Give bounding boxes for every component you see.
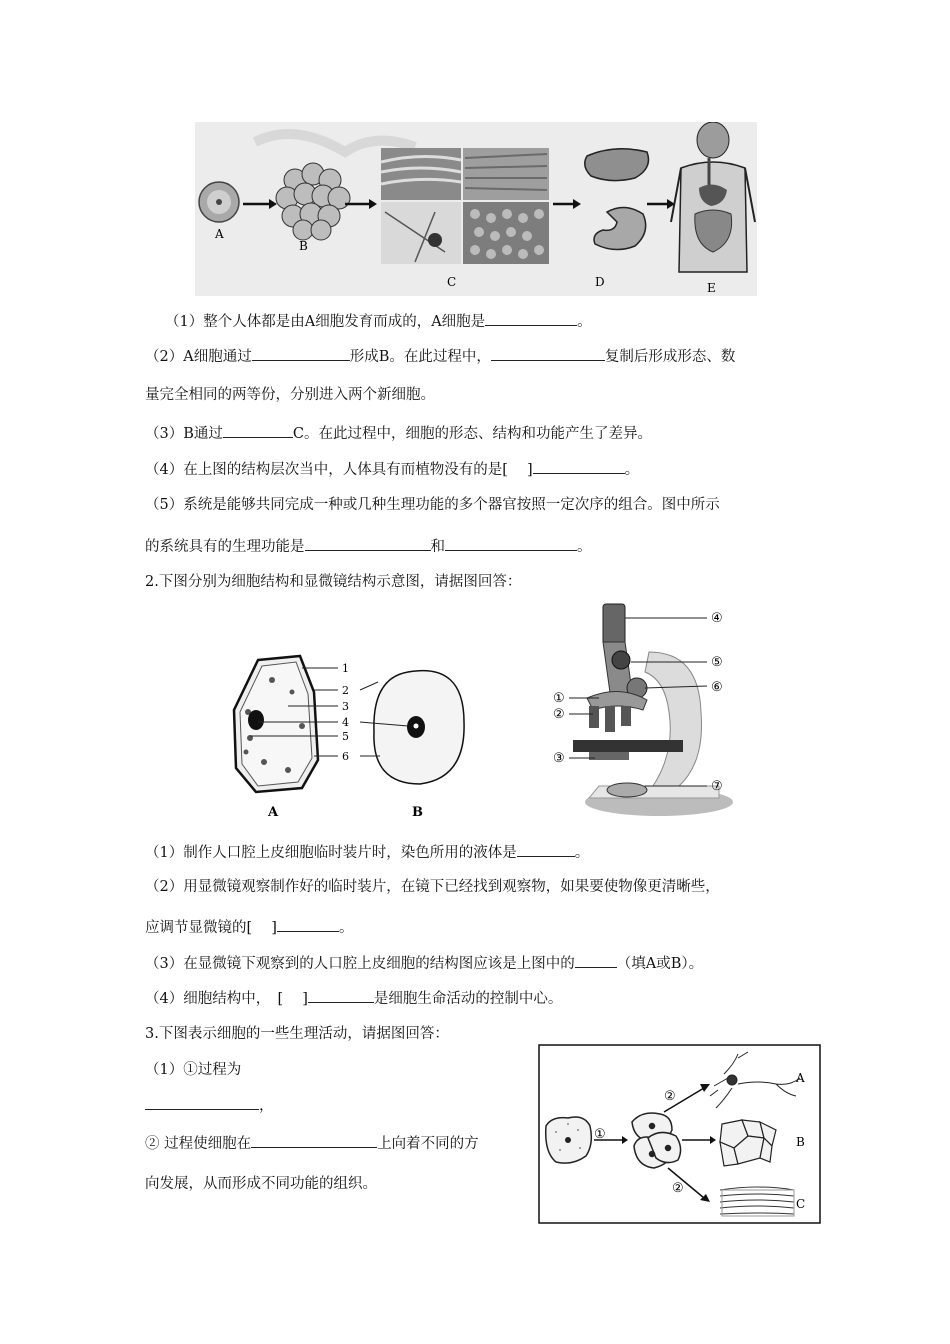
q1-item-5-text: 的系统具有的生理功能是 xyxy=(145,539,305,555)
tissue-label-c: C xyxy=(796,1197,806,1211)
q2-item-4 xyxy=(145,988,562,1009)
microscope-image xyxy=(573,604,733,816)
marker-4: ④ xyxy=(711,611,723,626)
figure-label-c: C xyxy=(447,275,457,289)
q1-item-3-text: （3）B通过 xyxy=(145,426,223,442)
q1-item-4 xyxy=(145,459,639,480)
figure-label-d: D xyxy=(595,275,605,289)
answer-blank[interactable] xyxy=(145,1095,259,1110)
structure-number-1: 1 xyxy=(342,662,349,675)
q3-item-2-continued: 向发展，从而形成不同功能的组织。 xyxy=(145,1176,377,1192)
tissues-image xyxy=(381,148,549,264)
q1-item-4-end: 。 xyxy=(624,462,640,478)
cell-label-b: B xyxy=(412,805,423,820)
microscope-figure xyxy=(549,602,737,820)
figure-label-b: B xyxy=(299,239,308,253)
q1-item-5: （5）系统是能够共同完成一种或几种生理功能的多个器官按照一定次序的组合。图中所示 xyxy=(145,497,720,513)
q1-item-4-text: （4）在上图的结构层次当中，人体具有而植物没有的是[ ] xyxy=(145,462,533,478)
answer-blank[interactable] xyxy=(445,536,577,551)
development-figure xyxy=(195,122,757,296)
structure-number-2: 2 xyxy=(342,684,349,697)
q1-item-1 xyxy=(165,311,592,332)
q1-item-3 xyxy=(145,423,652,444)
q1-item-1-text: （1）整个人体都是由A细胞发育而成的，A细胞是 xyxy=(165,314,486,330)
q1-item-2-text-b: 形成B。在此过程中， xyxy=(349,349,491,365)
q1-item-2-text-a: （2）A细胞通过 xyxy=(145,349,252,365)
fertilized-egg-image xyxy=(199,182,239,222)
answer-blank[interactable] xyxy=(277,917,339,932)
q1-item-2-text-c: 复制后形成形态、数 xyxy=(604,349,736,365)
q1-item-5-end: 。 xyxy=(577,539,592,555)
q3-item-1-end: ， xyxy=(259,1098,274,1114)
q2-item-2: （2）用显微镜观察制作好的临时装片，在镜下已经找到观察物，如果要使物像更清晰些， xyxy=(145,879,720,895)
q3-item-1: （1）①过程为 xyxy=(145,1062,242,1078)
structure-number-4: 4 xyxy=(342,716,349,729)
cell-activity-figure xyxy=(538,1044,822,1226)
q1-item-5-mid: 和 xyxy=(430,539,445,555)
answer-blank[interactable] xyxy=(308,988,374,1003)
answer-blank[interactable] xyxy=(533,459,625,474)
q2-item-1 xyxy=(145,842,589,863)
marker-5: ⑤ xyxy=(711,655,723,670)
q2-item-3 xyxy=(145,953,703,974)
q2-item-3-text: （3）在显微镜下观察到的人口腔上皮细胞的结构图应该是上图中的 xyxy=(145,956,575,972)
q3-item-2 xyxy=(145,1133,479,1154)
answer-blank[interactable] xyxy=(575,953,617,968)
q2-item-2-continued xyxy=(145,917,353,938)
q1-item-3-end: C。在此过程中，细胞的形态、结构和功能产生了差异。 xyxy=(292,426,652,442)
q2-item-1-end: 。 xyxy=(574,845,590,861)
q1-item-1-end: 。 xyxy=(577,314,592,330)
q1-item-2 xyxy=(145,346,735,367)
q3-item-1-blank-line xyxy=(145,1095,274,1116)
epithelial-tissue-image xyxy=(720,1120,776,1166)
cell-structure-figure xyxy=(228,652,480,822)
process-marker-2-bottom: ② xyxy=(672,1181,684,1196)
q1-item-2-continued: 量完全相同的两等份，分别进入两个新细胞。 xyxy=(145,387,435,403)
figure-label-a: A xyxy=(215,227,224,241)
q2-item-1-text: （1）制作人口腔上皮细胞临时装片时，染色所用的液体是 xyxy=(145,845,517,861)
single-cell-image xyxy=(546,1117,592,1163)
process-marker-1: ① xyxy=(594,1127,606,1142)
structure-number-3: 3 xyxy=(342,700,349,713)
marker-3: ③ xyxy=(553,751,565,766)
answer-blank[interactable] xyxy=(485,311,577,326)
answer-blank[interactable] xyxy=(491,346,605,361)
answer-blank[interactable] xyxy=(517,842,575,857)
q3-item-2-text: ② 过程使细胞在 xyxy=(145,1136,252,1152)
q2-item-3-end: （填A或B）。 xyxy=(616,956,704,972)
cell-label-a: A xyxy=(268,805,279,820)
q1-item-5-continued xyxy=(145,536,592,557)
marker-1: ① xyxy=(553,691,565,706)
marker-2: ② xyxy=(553,707,565,722)
structure-number-5: 5 xyxy=(342,730,349,743)
process-marker-2-top: ② xyxy=(664,1089,676,1104)
animal-cell-image xyxy=(374,671,464,784)
marker-6: ⑥ xyxy=(711,680,723,695)
q2-heading: 2.下图分别为细胞结构和显微镜结构示意图，请据图回答： xyxy=(145,574,522,590)
q2-item-4-end: 是细胞生命活动的控制中心。 xyxy=(373,991,563,1007)
tissue-label-b: B xyxy=(796,1135,805,1149)
answer-blank[interactable] xyxy=(223,423,293,438)
q2-item-2-end: 。 xyxy=(338,920,354,936)
tissue-label-a: A xyxy=(796,1071,805,1085)
marker-7: ⑦ xyxy=(711,779,723,794)
answer-blank[interactable] xyxy=(251,1133,377,1148)
plant-cell-image xyxy=(234,656,318,792)
answer-blank[interactable] xyxy=(252,346,350,361)
q3-heading: 3.下图表示细胞的一些生理活动，请据图回答： xyxy=(145,1026,449,1042)
q2-item-2-text: 应调节显微镜的[ ] xyxy=(145,920,277,936)
figure-label-e: E xyxy=(707,281,716,295)
answer-blank[interactable] xyxy=(305,536,431,551)
q2-item-4-text: （4）细胞结构中， [ ] xyxy=(145,991,308,1007)
q3-item-2-end: 上向着不同的方 xyxy=(377,1136,479,1152)
structure-number-6: 6 xyxy=(342,750,349,763)
